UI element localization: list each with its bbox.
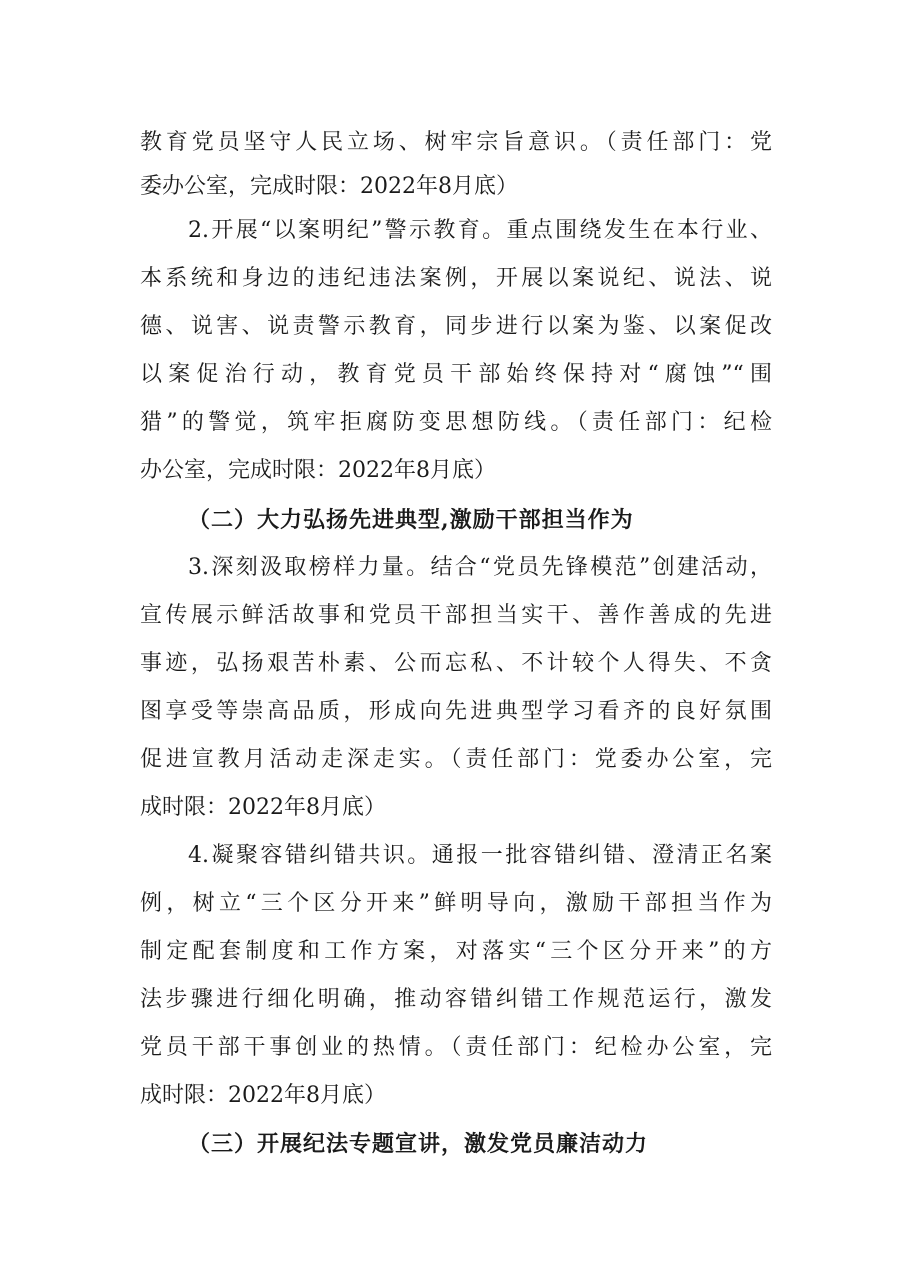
text-line: 例，树立“三个区分开来”鲜明导向，激励干部担当作为 xyxy=(140,891,772,916)
text-line: 委办公室，完成时限：2022年8月底） xyxy=(140,174,518,199)
text-line: 办公室，完成时限：2022年8月底） xyxy=(140,458,496,483)
section-heading: （三）开展纪法专题宣讲，激发党员廉洁动力 xyxy=(188,1131,649,1157)
text-line: 成时限：2022年8月底） xyxy=(140,795,386,820)
text-line: 猎”的警觉，筑牢拒腐防变思想防线。（责任部门：纪检 xyxy=(140,410,772,435)
text-line: 党员干部干事创业的热情。（责任部门：纪检办公室，完 xyxy=(140,1035,772,1060)
text-line: 宣传展示鲜活故事和党员干部担当实干、善作善成的先进 xyxy=(140,603,772,628)
text-line: 成时限：2022年8月底） xyxy=(140,1083,386,1108)
text-line: 制定配套制度和工作方案，对落实“三个区分开来”的方 xyxy=(140,939,772,964)
text-line: 2.开展“以案明纪”警示教育。重点围绕发生在本行业、 xyxy=(188,218,772,243)
text-line: 教育党员坚守人民立场、树牢宗旨意识。（责任部门：党 xyxy=(140,130,772,155)
text-line: 德、说害、说责警示教育，同步进行以案为鉴、以案促改 xyxy=(140,314,772,339)
text-line: 图享受等崇高品质，形成向先进典型学习看齐的良好氛围 xyxy=(140,699,772,724)
text-line: 以案促治行动，教育党员干部始终保持对“腐蚀”“围 xyxy=(140,362,772,387)
section-heading: （二）大力弘扬先进典型,激励干部担当作为 xyxy=(188,507,634,533)
text-line: 促进宣教月活动走深走实。（责任部门：党委办公室，完 xyxy=(140,747,772,772)
text-line: 3.深刻汲取榜样力量。结合“党员先锋模范”创建活动， xyxy=(188,555,772,580)
text-line: 4.凝聚容错纠错共识。通报一批容错纠错、澄清正名案 xyxy=(188,843,772,868)
text-line: 事迹，弘扬艰苦朴素、公而忘私、不计较个人得失、不贪 xyxy=(140,651,772,676)
text-line: 本系统和身边的违纪违法案例，开展以案说纪、说法、说 xyxy=(140,266,772,291)
text-line: 法步骤进行细化明确，推动容错纠错工作规范运行，激发 xyxy=(140,987,772,1012)
